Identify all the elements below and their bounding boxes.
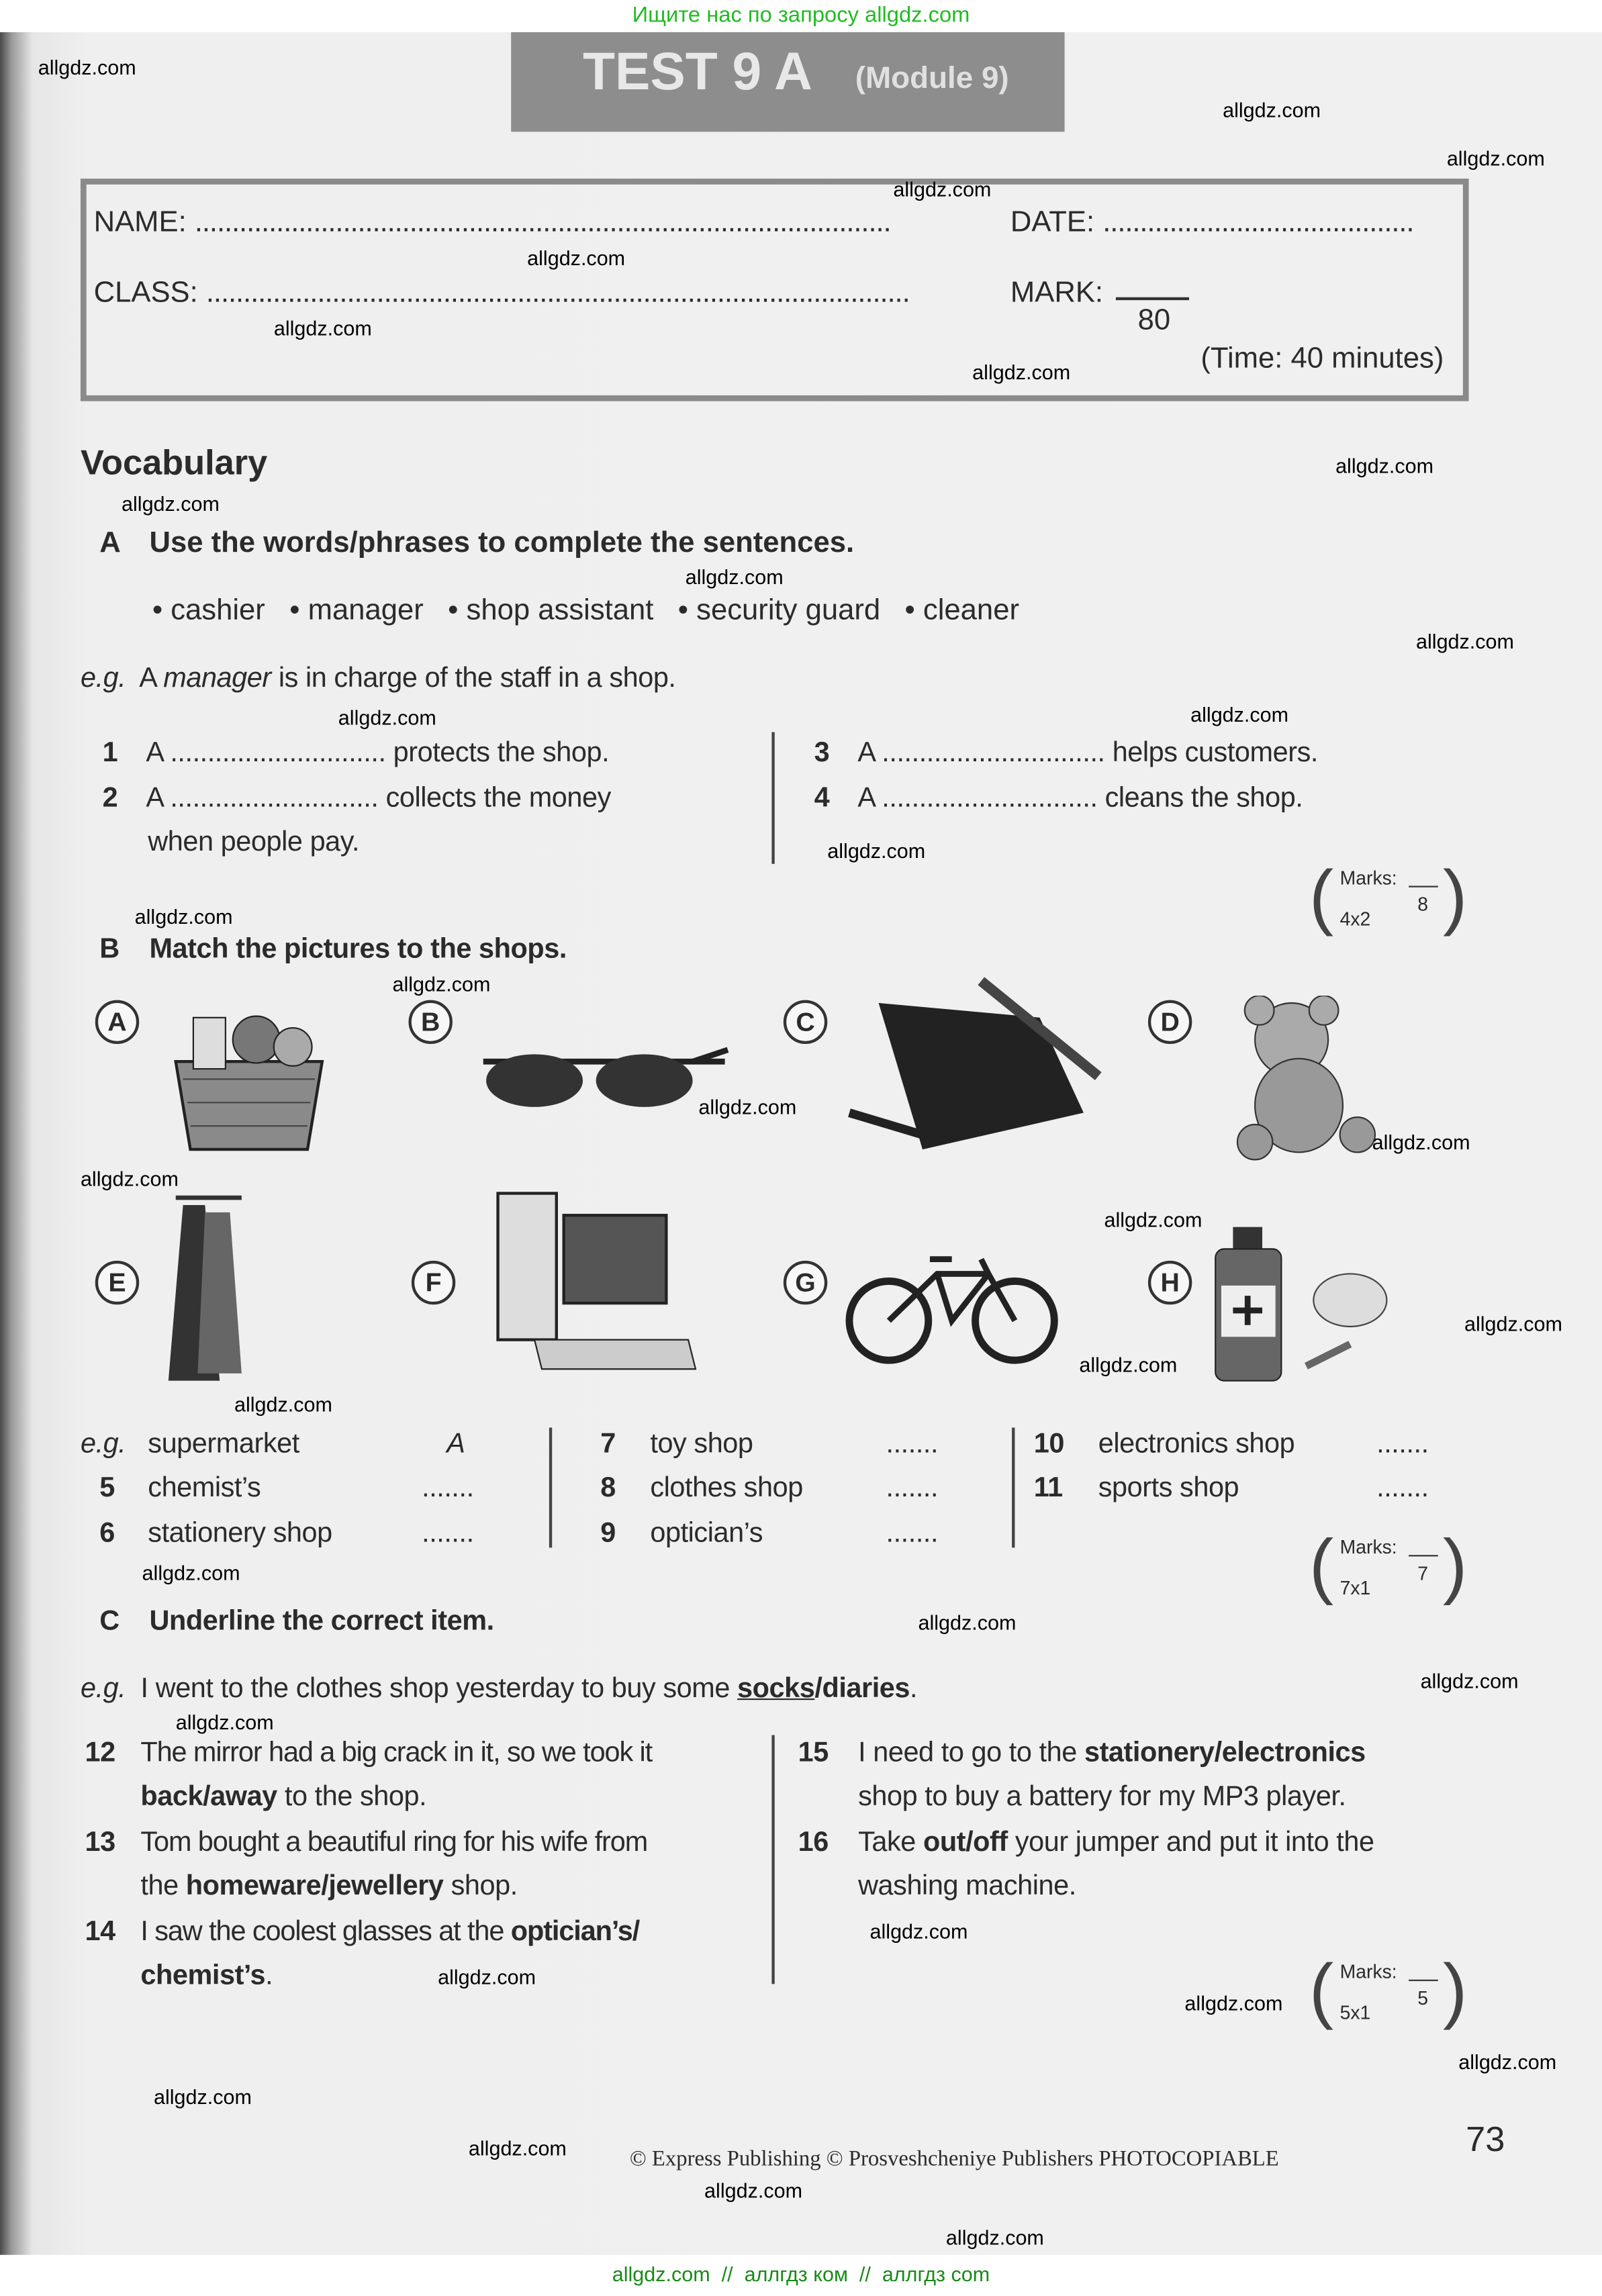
marks-box-b: ( Marks: 7 7x1 ) xyxy=(1309,1524,1468,1607)
mark-line[interactable] xyxy=(1116,297,1189,300)
word-option: • shop assistant xyxy=(448,594,654,627)
name-field[interactable] xyxy=(94,205,891,240)
watermark: allgdz.com xyxy=(1104,1208,1203,1232)
mark-total: 80 xyxy=(1137,304,1171,337)
shopping-basket-icon xyxy=(161,988,337,1157)
column-divider xyxy=(549,1427,552,1547)
item-number: 15 xyxy=(798,1737,829,1769)
exercise-letter-c: C xyxy=(99,1606,120,1637)
match-answer-blank[interactable]: ....... xyxy=(422,1518,474,1549)
item-13-line2[interactable]: the homeware/jewellery shop. xyxy=(140,1871,518,1903)
picture-label-b: B xyxy=(408,1000,452,1044)
picture-label-e: E xyxy=(95,1261,139,1304)
exercise-letter-a: A xyxy=(99,527,121,560)
item-12-line2[interactable]: back/away to the shop. xyxy=(140,1782,427,1813)
watermark: allgdz.com xyxy=(945,2226,1044,2250)
item-number: 16 xyxy=(798,1827,829,1858)
watermark: allgdz.com xyxy=(1416,629,1514,653)
match-number: 6 xyxy=(99,1518,115,1549)
match-answer-blank[interactable]: ....... xyxy=(886,1518,939,1549)
class-field[interactable] xyxy=(94,275,910,310)
match-item-supermarket: supermarket xyxy=(148,1429,299,1460)
picture-label-h: H xyxy=(1148,1261,1192,1304)
watermark: allgdz.com xyxy=(527,246,626,270)
watermark: allgdz.com xyxy=(827,839,926,863)
match-item: toy shop xyxy=(650,1429,753,1460)
class-blank[interactable]: ............................................................................................... xyxy=(205,277,910,309)
match-number: 11 xyxy=(1033,1473,1063,1504)
item-number: 13 xyxy=(85,1827,115,1858)
date-label: DATE: xyxy=(1010,206,1095,239)
watermark: allgdz.com xyxy=(1079,1353,1178,1377)
watermark: allgdz.com xyxy=(142,1560,240,1584)
match-item: chemist’s xyxy=(148,1473,261,1504)
watermark: allgdz.com xyxy=(972,360,1071,384)
watermark: allgdz.com xyxy=(273,316,372,340)
medicine-icon xyxy=(1204,1220,1401,1388)
computer-icon xyxy=(483,1186,703,1377)
column-divider xyxy=(771,1735,774,1984)
name-label: NAME: xyxy=(93,206,187,239)
match-item: sports shop xyxy=(1098,1473,1239,1504)
picture-label-c: C xyxy=(784,1000,827,1044)
name-blank[interactable]: .............................................................................................. xyxy=(194,206,891,239)
watermark: allgdz.com xyxy=(1335,454,1434,478)
watermark: allgdz.com xyxy=(1458,2050,1557,2074)
module-subtitle: (Module 9) xyxy=(855,61,1009,95)
match-item: electronics shop xyxy=(1098,1429,1295,1460)
copyright: © Express Publishing © Prosveshcheniye Publishers PHOTOCOPIABLE xyxy=(629,2148,1279,2172)
picture-label-a: A xyxy=(95,1000,139,1044)
watermark: allgdz.com xyxy=(338,706,436,730)
item-3[interactable]: 3 A .............................. helps customers. xyxy=(814,738,1318,769)
bicycle-icon xyxy=(842,1245,1062,1369)
watermark: allgdz.com xyxy=(1223,98,1321,122)
teddy-bear-icon xyxy=(1219,996,1395,1164)
exercise-c-example: e.g. I went to the clothes shop yesterday to buy some socks/diaries. xyxy=(80,1673,918,1705)
item-1[interactable]: 1 A ............................. protects the shop. xyxy=(102,738,610,769)
item-number: 12 xyxy=(85,1737,115,1769)
watermark: allgdz.com xyxy=(685,565,784,589)
watermark: allgdz.com xyxy=(80,1167,179,1191)
watermark: allgdz.com xyxy=(38,55,136,79)
time-limit: (Time: 40 minutes) xyxy=(1200,342,1444,375)
match-answer-blank[interactable]: ....... xyxy=(886,1473,939,1504)
item-15-line1[interactable]: I need to go to the stationery/electronics xyxy=(858,1737,1366,1769)
exercise-c-instruction: Underline the correct item. xyxy=(149,1606,494,1637)
match-answer-blank[interactable]: ....... xyxy=(886,1429,939,1460)
word-option: • manager xyxy=(289,594,424,627)
mark-label: MARK: xyxy=(1010,277,1104,309)
watermark: allgdz.com xyxy=(704,2179,803,2203)
item-number: 14 xyxy=(85,1916,115,1948)
column-divider xyxy=(1012,1427,1015,1547)
item-14-line2[interactable]: chemist’s. xyxy=(140,1960,273,1992)
item-16-line1[interactable]: Take out/off your jumper and put it into the xyxy=(858,1827,1374,1858)
watermark: allgdz.com xyxy=(392,972,491,996)
top-banner[interactable]: Ищите нас по запросу allgdz.com xyxy=(632,3,970,28)
section-heading-vocabulary: Vocabulary xyxy=(80,443,268,483)
item-12-line1: The mirror had a big crack in it, so we took it xyxy=(140,1737,653,1769)
date-blank[interactable]: .......................................... xyxy=(1102,206,1414,239)
item-13-line1: Tom bought a beautiful ring for his wife from xyxy=(140,1827,648,1858)
watermark: allgdz.com xyxy=(1190,702,1289,726)
watermark: allgdz.com xyxy=(918,1611,1017,1634)
page-number: 73 xyxy=(1466,2120,1505,2160)
match-example: e.g. xyxy=(80,1429,126,1460)
watermark: allgdz.com xyxy=(134,904,233,928)
match-number: 5 xyxy=(99,1473,115,1504)
watermark: allgdz.com xyxy=(154,2085,252,2109)
notebook-pen-icon xyxy=(835,973,1105,1164)
watermark: allgdz.com xyxy=(1420,1669,1519,1693)
picture-label-d: D xyxy=(1148,1000,1192,1044)
watermark: allgdz.com xyxy=(234,1392,332,1417)
sunglasses-icon xyxy=(476,1033,733,1120)
watermark: allgdz.com xyxy=(1372,1130,1470,1154)
date-field[interactable] xyxy=(1010,205,1414,240)
word-option: • cashier xyxy=(152,594,265,627)
watermark: allgdz.com xyxy=(468,2136,567,2160)
exercise-letter-b: B xyxy=(99,934,120,965)
exercise-b-instruction: Match the pictures to the shops. xyxy=(149,934,567,965)
exercise-a-instruction: Use the words/phrases to complete the sentences. xyxy=(149,527,855,560)
column-divider xyxy=(771,732,774,864)
picture-label-f: F xyxy=(412,1261,455,1304)
item-4[interactable]: 4 A ............................. cleans the shop. xyxy=(814,783,1303,814)
match-item: optician’s xyxy=(650,1518,763,1549)
match-number: 7 xyxy=(600,1429,616,1460)
watermark: allgdz.com xyxy=(869,1919,968,1944)
watermark: allgdz.com xyxy=(122,491,220,516)
match-number: 10 xyxy=(1033,1429,1065,1460)
word-option: • security guard xyxy=(677,594,881,627)
match-number: 8 xyxy=(600,1473,616,1504)
match-number: 9 xyxy=(600,1518,616,1549)
word-option: • cleaner xyxy=(904,594,1020,627)
watermark: allgdz.com xyxy=(893,177,992,201)
picture-label-g: G xyxy=(784,1261,827,1304)
watermark: allgdz.com xyxy=(1184,1991,1283,2015)
watermark: allgdz.com xyxy=(1446,146,1545,170)
watermark: allgdz.com xyxy=(698,1095,797,1119)
match-answer-blank[interactable]: ....... xyxy=(422,1473,474,1504)
item-2[interactable]: 2 A ............................ collects the money xyxy=(102,783,611,814)
match-item: clothes shop xyxy=(650,1473,803,1504)
dresses-on-hanger-icon xyxy=(154,1183,256,1388)
match-answer-blank[interactable]: ....... xyxy=(1376,1473,1429,1504)
match-answer: A xyxy=(446,1429,465,1460)
exercise-a-example: e.g. A manager is in charge of the staff in a shop. xyxy=(80,663,676,694)
item-15-line2: shop to buy a battery for my MP3 player. xyxy=(858,1782,1346,1813)
class-label: CLASS: xyxy=(93,277,198,309)
marks-box-c: ( Marks: 5 5x1 ) xyxy=(1309,1948,1468,2031)
item-14-line1[interactable]: I saw the coolest glasses at the optician’s/ xyxy=(140,1916,640,1948)
match-item: stationery shop xyxy=(148,1518,332,1549)
match-answer-blank[interactable]: ....... xyxy=(1376,1429,1429,1460)
watermark: allgdz.com xyxy=(175,1710,274,1734)
test-title: TEST 9 A xyxy=(583,41,812,101)
marks-box-a: ( Marks: 8 4x2 ) xyxy=(1309,855,1468,937)
bottom-banner[interactable]: allgdz.com // аллгдз ком // аллгдз com xyxy=(612,2262,990,2286)
watermark: allgdz.com xyxy=(438,1964,536,1989)
item-2-continued: when people pay. xyxy=(148,827,360,859)
word-options xyxy=(152,593,1019,628)
watermark: allgdz.com xyxy=(1464,1312,1562,1336)
item-16-line2: washing machine. xyxy=(858,1871,1076,1903)
